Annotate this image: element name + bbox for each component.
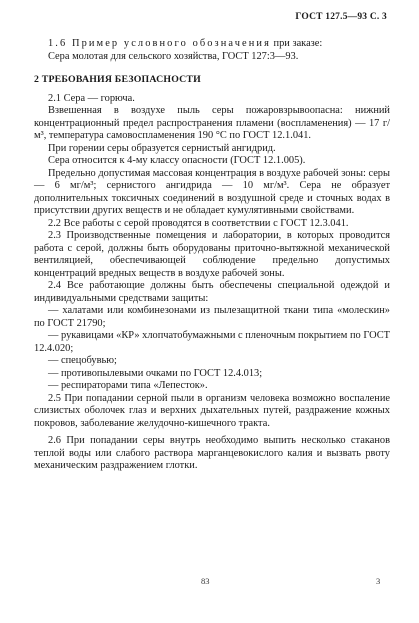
section-1-6: [34, 38, 390, 51]
section-title: 2 ТРЕБОВАНИЯ БЕЗОПАСНОСТИ: [34, 74, 201, 85]
paragraph: Предельно допустимая массовая концентрация в воздухе рабочей зоны: серы — 6 мг/м³; сернистого ангидрида — 10 мг/м³. Сера не образует дополнительных токсичных соединений в воздушной среде и сточных водах в присутствии других веществ и не обладает кумулятивными свойствами.: [34, 167, 390, 216]
footer-sheet-number: 3: [376, 576, 381, 586]
paragraph: 2.2 Все работы с серой проводятся в соответствии с ГОСТ 12.3.041.: [48, 217, 349, 229]
list-item: — халатами или комбинезонами из пылезащитной ткани типа «молескин» по ГОСТ 21790;: [34, 305, 390, 329]
paragraph: При горении серы образуется сернистый ангидрид.: [48, 142, 276, 154]
paragraph: Сера относится к 4-му классу опасности (ГОСТ 12.1.005).: [48, 155, 306, 166]
paragraph: Взвешенная в воздухе пыль серы пожаровзрывоопасна: нижний концентрационный предел распространения пламени (воспламенения) — 17 г/м³, температура самовоспламенения 190 °С по ГОСТ 12.1.041.: [34, 105, 390, 141]
designation-example: Сера молотая для сельского хозяйства, ГОСТ 127:3—93.: [48, 50, 299, 62]
running-header: ГОСТ 127.5—93 С. 3: [295, 12, 387, 22]
paragraph: 2.6 При попадании серы внутрь необходимо выпить несколько стаканов теплой воды или слабого раствора марганцевокислого калия и вызвать рвоту механическим раздражением глотки.: [34, 435, 390, 471]
document-body: [34, 38, 390, 473]
paragraph: 2.3 Производственные помещения и лаборатории, в которых проводится работа с серой, должны быть оборудованы приточно-вытяжной механической вентиляцией, обеспечивающей соблюдение предельно допустимых концентраций вредных веществ в воздухе рабочей зоны.: [34, 230, 390, 279]
paragraph: 2.5 При попадании серной пыли в организм человека возможно воспаление слизистых оболочек глаз и верхних дыхательных путей, раздражение кожных покровов, заболевание желудочно-кишечного тракта.: [34, 392, 390, 429]
list-item: — противопылевыми очками по ГОСТ 12.4.013;: [48, 367, 263, 379]
list-item: — респираторами типа «Лепесток».: [48, 380, 208, 391]
section-1-6-lead: 1.6 Пример условного обозначения: [48, 38, 271, 49]
footer-page-number: 83: [201, 576, 210, 586]
list-item: — спецобувью;: [48, 355, 117, 366]
paragraph: 2.4 Все работающие должны быть обеспечены специальной одеждой и индивидуальными средствами защиты:: [34, 280, 390, 304]
paragraph: 2.1 Сера — горюча.: [48, 92, 135, 104]
list-item: — рукавицами «КР» хлопчатобумажными с пленочным покрытием по ГОСТ 12.4.020;: [34, 330, 390, 354]
section-1-6-rest: при заказе:: [270, 38, 323, 49]
